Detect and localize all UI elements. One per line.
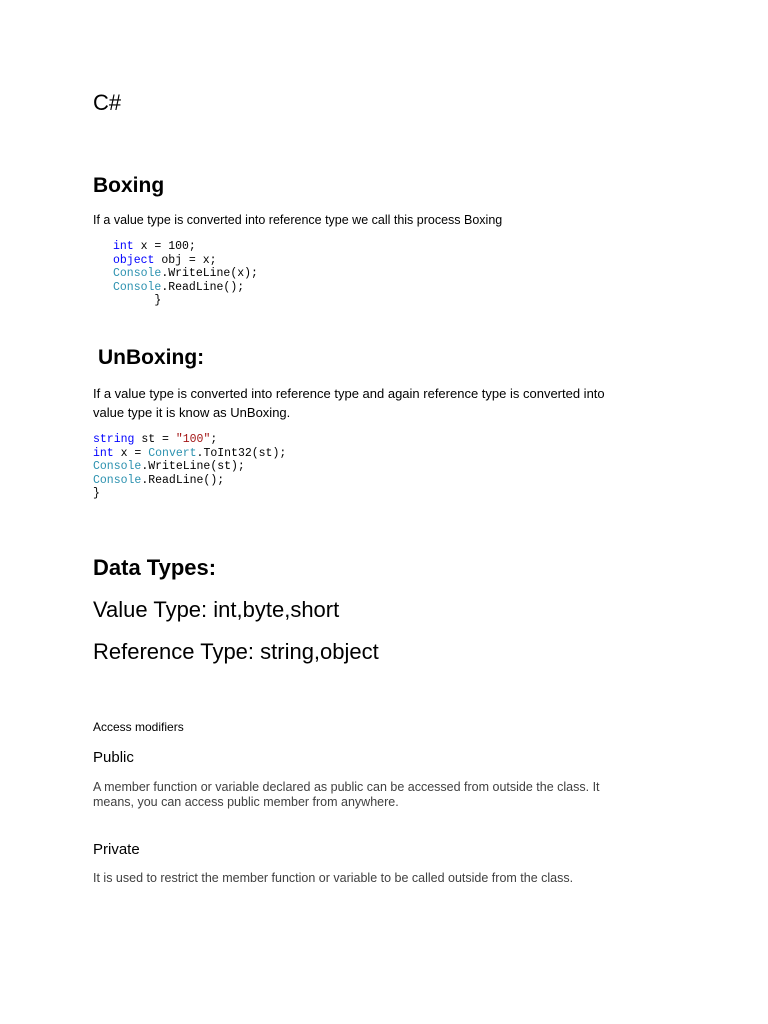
code-token: int	[93, 446, 114, 460]
code-token: Console	[113, 267, 162, 280]
code-token: x = 100;	[133, 240, 196, 253]
boxing-description: If a value type is converted into reference type we call this process Boxing	[93, 213, 503, 227]
private-description: It is used to restrict the member function or variable to be called outside from the class.	[93, 871, 574, 885]
code-token: .ToInt32(st);	[196, 446, 287, 460]
code-token: }	[113, 294, 162, 307]
unboxing-code-block	[93, 433, 286, 501]
code-token: st =	[134, 433, 176, 446]
code-token: x =	[113, 446, 149, 460]
private-heading: Private	[93, 841, 140, 858]
unboxing-code-line	[93, 433, 286, 447]
code-token: Console	[93, 473, 142, 487]
boxing-code-line	[113, 294, 258, 308]
unboxing-description-line2: value type it is know as UnBoxing.	[93, 405, 291, 420]
boxing-code-block	[113, 240, 258, 308]
unboxing-code-line	[93, 487, 286, 501]
access-modifiers-heading: Access modifiers	[93, 720, 184, 734]
boxing-code-line	[113, 281, 258, 295]
public-description-line1: A member function or variable declared as public can be accessed from outside the class. It	[93, 780, 600, 794]
boxing-code-line	[113, 254, 258, 268]
code-token: Convert	[148, 446, 197, 460]
code-token: string	[93, 433, 135, 446]
code-token: .ReadLine();	[141, 473, 225, 487]
unboxing-code-line	[93, 474, 286, 488]
unboxing-heading: UnBoxing:	[98, 346, 205, 369]
public-description-line2: means, you can access public member from anywhere.	[93, 795, 399, 809]
code-token: int	[113, 240, 134, 253]
code-token: Console	[113, 280, 162, 294]
public-heading: Public	[93, 749, 134, 766]
code-token: Console	[93, 460, 142, 473]
value-type-line: Value Type: int,byte,short	[93, 597, 340, 622]
code-token: obj = x;	[154, 253, 217, 267]
reference-type-line: Reference Type: string,object	[93, 639, 379, 664]
boxing-code-line	[113, 240, 258, 254]
unboxing-code-line	[93, 460, 286, 474]
code-token: "100"	[175, 433, 211, 446]
code-token: }	[93, 487, 100, 500]
boxing-heading: Boxing	[93, 174, 165, 197]
boxing-code-line	[113, 267, 258, 281]
code-token: ;	[210, 433, 218, 446]
code-token: object	[113, 253, 155, 267]
code-token: .ReadLine();	[161, 280, 245, 294]
code-token: .WriteLine(st);	[141, 460, 245, 473]
unboxing-description-line1: If a value type is converted into reference type and again reference type is converted into	[93, 386, 605, 401]
code-token: .WriteLine(x);	[161, 267, 258, 280]
page-title: C#	[93, 90, 122, 115]
data-types-heading: Data Types:	[93, 555, 217, 580]
unboxing-code-line	[93, 447, 286, 461]
